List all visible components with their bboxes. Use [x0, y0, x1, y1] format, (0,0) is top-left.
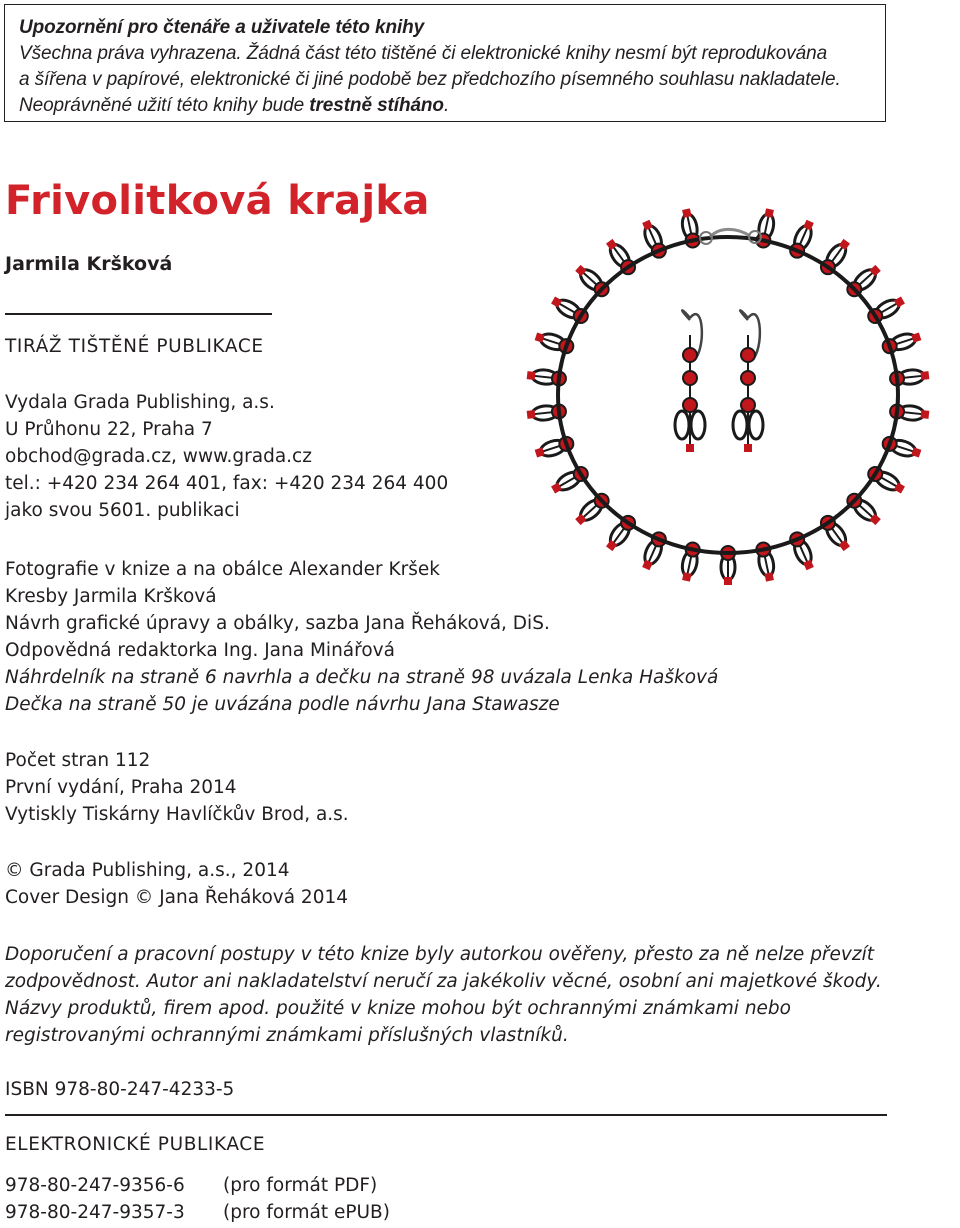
notice-text: Neoprávněné užití této knihy bude: [19, 95, 310, 116]
ebook-heading: ELEKTRONICKÉ PUBLIKACE: [5, 1134, 266, 1155]
credit-photo: Fotografie v knize a na obálce Alexander Kršek: [5, 559, 440, 580]
ebook-item-pdf: [5, 1172, 425, 1199]
necklace-ring: [527, 208, 930, 585]
earring-right: [733, 310, 763, 452]
notice-emphasis: trestně stíháno: [309, 95, 444, 116]
credit-drawings: Kresby Jarmila Kršková: [5, 586, 217, 607]
disclaimer-line: zodpovědnost. Autor ani nakladatelství neručí za jakékoliv věcné, osobní ani majetkové škody.: [5, 971, 882, 992]
notice-line: Všechna práva vyhrazena. Žádná část této tištěné či elektronické knihy nesmí být reprodukována: [19, 43, 828, 64]
edition-block: [5, 747, 349, 828]
copyright-block: [5, 857, 348, 911]
notice-line: [19, 93, 885, 119]
publication-number: jako svou 5601. publikaci: [5, 500, 240, 521]
disclaimer-block: [5, 941, 882, 1049]
edition-info: První vydání, Praha 2014: [5, 777, 237, 798]
publisher-contact: obchod@grada.cz, www.grada.cz: [5, 446, 312, 467]
disclaimer-line: Doporučení a pracovní postupy v této knize byly autorkou ověřeny, přesto za ně nelze převzít: [5, 944, 874, 965]
ebook-isbn: 978-80-247-9356-6: [5, 1175, 185, 1196]
notice-text: .: [443, 95, 450, 116]
credit-design: Návrh grafické úpravy a obálky, sazba Jana Řeháková, DiS.: [5, 613, 550, 634]
copyright-notice-box: [4, 4, 886, 122]
disclaimer-line: registrovanými ochrannými známkami příslušných vlastníků.: [5, 1025, 569, 1046]
credit-editor: Odpovědná redaktorka Ing. Jana Minářová: [5, 640, 395, 661]
author-name: Jarmila Kršková: [5, 253, 173, 275]
ebook-format: (pro formát PDF): [223, 1175, 378, 1196]
disclaimer-line: Názvy produktů, firem apod. použité v knize mohou být ochrannými známkami nebo: [5, 998, 791, 1019]
publisher-line: Vydala Grada Publishing, a.s.: [5, 392, 275, 413]
publisher-phone: tel.: +420 234 264 401, fax: +420 234 264 400: [5, 473, 449, 494]
ebook-list: [5, 1172, 425, 1226]
copyright-cover: Cover Design © Jana Řeháková 2014: [5, 887, 349, 908]
printer-info: Vytiskly Tiskárny Havlíčkův Brod, a.s.: [5, 804, 349, 825]
necklace-photo: [488, 150, 958, 590]
book-title: Frivolitková krajka: [5, 178, 430, 224]
page-count: Počet stran 112: [5, 750, 151, 771]
credit-doily: Dečka na straně 50 je uvázána podle návrhu Jana Stawasze: [5, 694, 560, 715]
notice-line: a šířena v papírové, elektronické či jiné podobě bez předchozího písemného souhlasu nakladatele.: [19, 69, 841, 90]
ebook-item-epub: [5, 1199, 425, 1226]
earring-left: [675, 310, 705, 452]
divider: [5, 313, 272, 315]
notice-title: Upozornění pro čtenáře a uživatele této knihy: [19, 17, 425, 38]
divider: [5, 1114, 887, 1116]
copyright-publisher: © Grada Publishing, a.s., 2014: [5, 860, 290, 881]
ebook-isbn: 978-80-247-9357-3: [5, 1202, 185, 1223]
publisher-address: U Průhonu 22, Praha 7: [5, 419, 213, 440]
ebook-format: (pro formát ePUB): [223, 1202, 390, 1223]
publisher-block: [5, 389, 448, 524]
isbn-print: ISBN 978-80-247-4233-5: [5, 1079, 235, 1100]
credit-necklace: Náhrdelník na straně 6 navrhla a dečku na straně 98 uvázala Lenka Hašková: [5, 667, 719, 688]
imprint-heading: TIRÁŽ TIŠTĚNÉ PUBLIKACE: [5, 336, 264, 357]
